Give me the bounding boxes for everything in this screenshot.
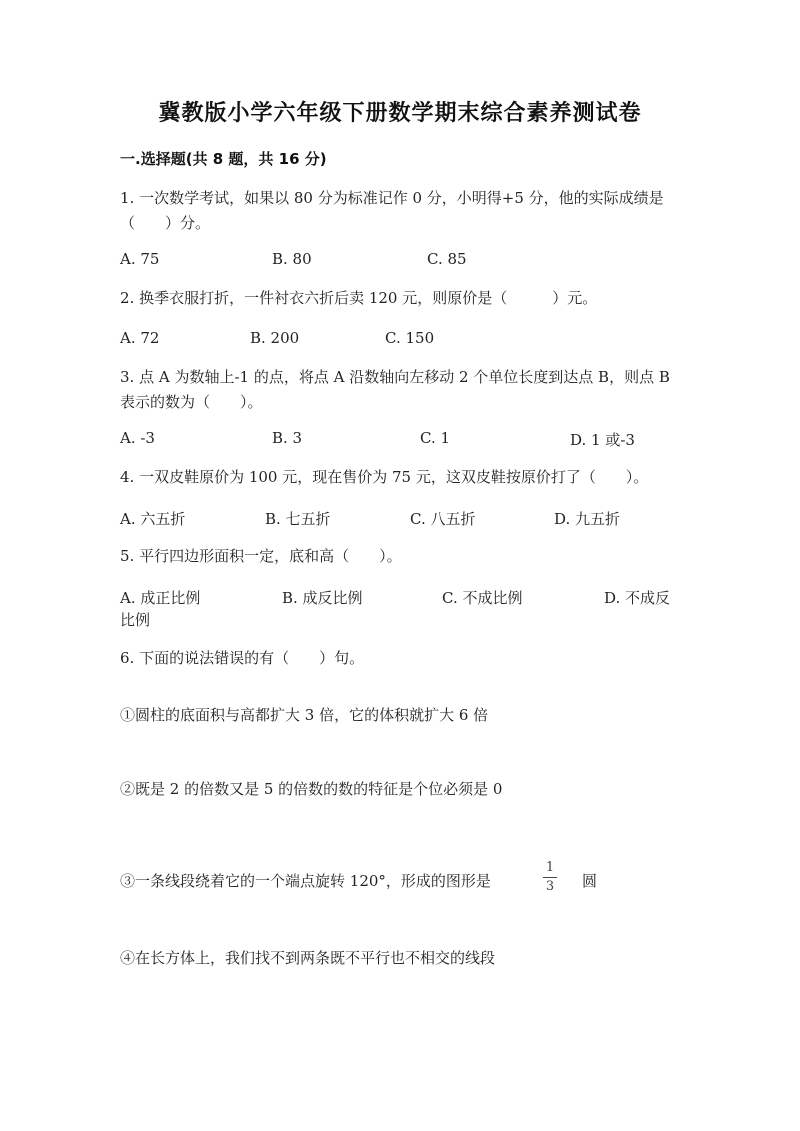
option-d[interactable]: D. 1 或-3	[570, 431, 635, 449]
option-b[interactable]: B. 成反比例	[282, 589, 363, 607]
question-2: 2. 换季衣服打折，一件衬衣六折后卖 120 元，则原价是（ ）元。	[120, 289, 598, 307]
option-c[interactable]: C. 1	[420, 429, 451, 447]
statement-4: ④在长方体上，我们找不到两条既不平行也不相交的线段	[120, 949, 496, 967]
question-2-options	[120, 329, 680, 353]
option-d[interactable]: D. 不成反	[604, 589, 671, 607]
option-a[interactable]: A. 成正比例	[120, 589, 201, 607]
question-5-options	[120, 587, 680, 611]
section-heading: 一.选择题(共 8 题，共 16 分)	[120, 150, 327, 168]
option-c[interactable]: C. 150	[385, 329, 435, 347]
fraction-one-third	[541, 860, 559, 895]
question-1: 1. 一次数学考试，如果以 80 分为标准记作 0 分，小明得+5 分，他的实际成绩是（ ）分。	[120, 189, 664, 232]
statement-1: ①圆柱的底面积与高都扩大 3 倍，它的体积就扩大 6 倍	[120, 706, 489, 724]
option-a[interactable]: A. 六五折	[120, 510, 186, 528]
fraction-denominator: 3	[545, 879, 555, 894]
question-4-options	[120, 508, 680, 532]
option-c[interactable]: C. 不成比例	[442, 589, 523, 607]
statement-3: ③一条线段绕着它的一个端点旋转 120°，形成的图形是	[120, 872, 491, 890]
question-4: 4. 一双皮鞋原价为 100 元，现在售价为 75 元，这双皮鞋按原价打了（ ）。	[120, 468, 649, 486]
question-6: 6. 下面的说法错误的有（ ）句。	[120, 649, 365, 667]
fraction-numerator: 1	[545, 860, 555, 875]
option-b[interactable]: B. 200	[250, 329, 300, 347]
question-1-options	[120, 250, 680, 274]
option-c[interactable]: C. 八五折	[410, 510, 476, 528]
option-b[interactable]: B. 七五折	[265, 510, 331, 528]
option-a[interactable]: A. 75	[120, 250, 160, 268]
option-a[interactable]: A. 72	[120, 329, 160, 347]
option-b[interactable]: B. 80	[272, 250, 312, 268]
option-d[interactable]: D. 九五折	[554, 510, 621, 528]
page-title: 冀教版小学六年级下册数学期末综合素养测试卷	[158, 101, 642, 126]
statement-2: ②既是 2 的倍数又是 5 的倍数的数的特征是个位必须是 0	[120, 780, 503, 798]
question-3: 3. 点 A 为数轴上-1 的点，将点 A 沿数轴向左移动 2 个单位长度到达点 B，则点 B 表示的数为（ ）。	[120, 368, 670, 411]
question-3-options	[120, 429, 680, 453]
option-a[interactable]: A. -3	[120, 429, 155, 447]
fraction-bar	[543, 877, 557, 878]
statement-3-tail: 圆	[582, 872, 598, 890]
option-c[interactable]: C. 85	[427, 250, 467, 268]
option-b[interactable]: B. 3	[272, 429, 303, 447]
option-d-continued: 比例	[120, 611, 151, 629]
question-5: 5. 平行四边形面积一定，底和高（ ）。	[120, 547, 402, 565]
